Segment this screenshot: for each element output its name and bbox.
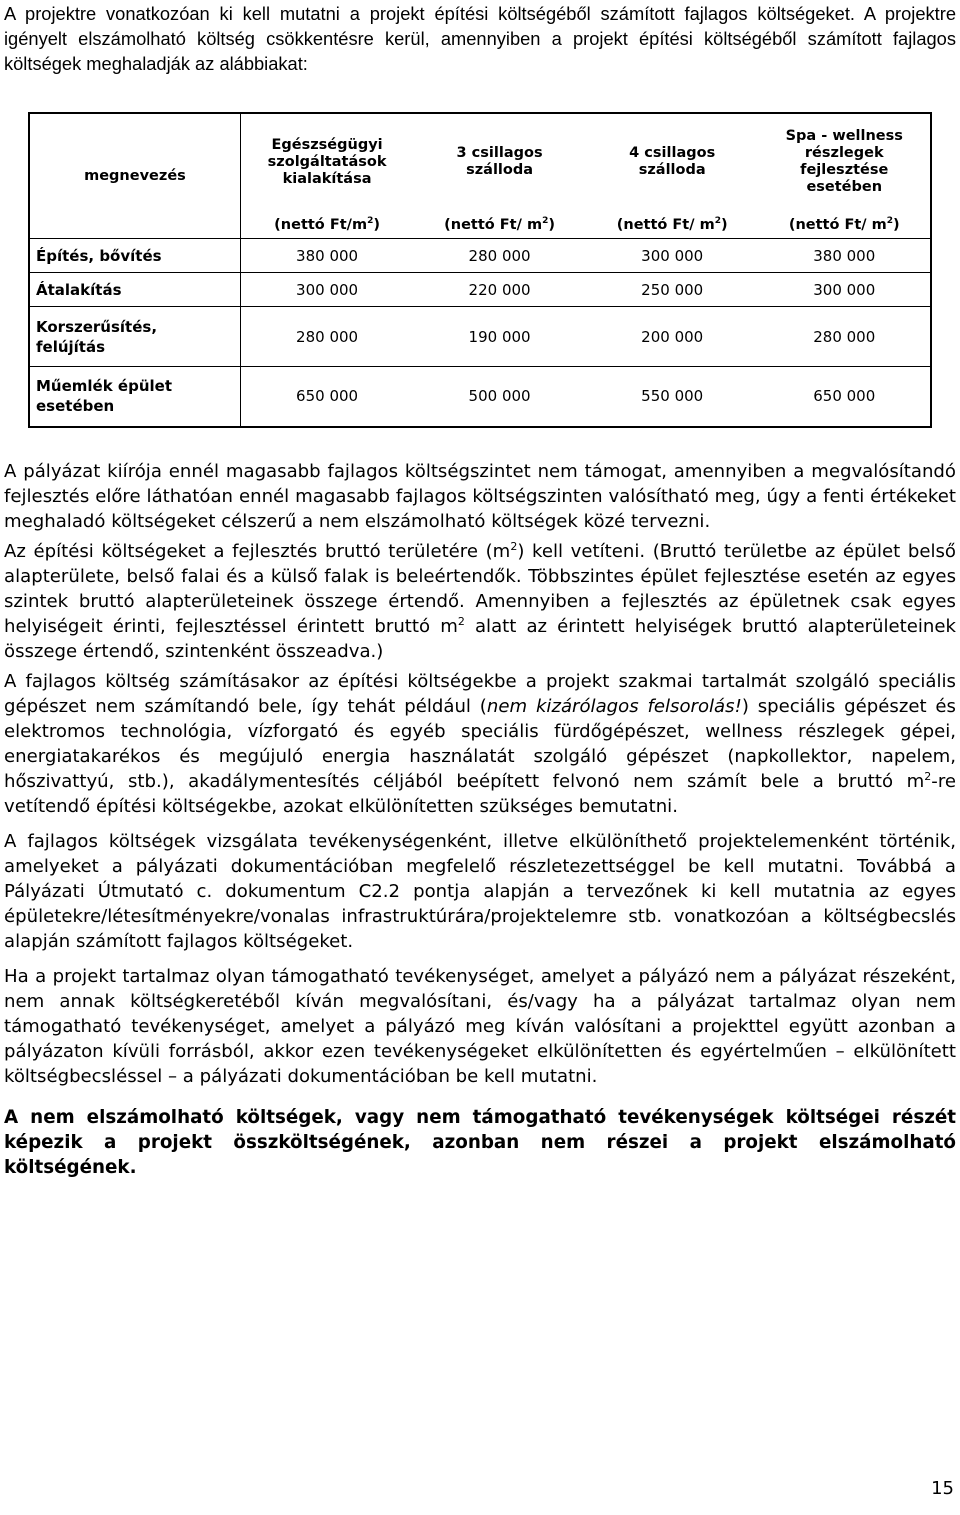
header-col-1: Egészségügyi szolgáltatások kialakítása — [267, 136, 387, 187]
header-col-2: 3 csillagos szálloda — [456, 145, 543, 178]
document-page — [4, 0, 956, 76]
cell-value: 380 000 — [240, 239, 413, 273]
page-number: 15 — [931, 1478, 954, 1499]
body-text — [4, 459, 956, 1185]
cell-value: 300 000 — [240, 273, 413, 307]
table-header-row — [29, 113, 931, 210]
intro-paragraph: A projektre vonatkozóan ki kell mutatni a projekt építési költségéből számított fajlagos költségeket. A projektre igényelt elszámolható költség csökkentésre kerül, amennyiben a projekt építési költségéből számított fajlagos költségek meghaladják az alábbiakat: — [4, 3, 956, 74]
cell-value: 650 000 — [296, 387, 359, 406]
cell-value: 250 000 — [586, 273, 759, 307]
cell-value: 650 000 — [813, 387, 876, 406]
unit-col-3: (nettó Ft/ $m^2$) — [586, 210, 759, 239]
header-col-4: Spa - wellness részlegek fejlesztése esetében — [785, 128, 903, 195]
row-label: Építés, bővítés — [29, 239, 240, 273]
cell-value: 190 000 — [413, 307, 586, 367]
cell-value: 500 000 — [468, 387, 531, 406]
cost-limit-table — [28, 112, 932, 428]
row-label: Átalakítás — [29, 273, 240, 307]
cell-value: 380 000 — [759, 239, 932, 273]
cell-value: 200 000 — [586, 307, 759, 367]
cell-value: 280 000 — [759, 307, 932, 367]
cell-value: 300 000 — [586, 239, 759, 273]
header-col-3: 4 csillagos szálloda — [629, 145, 716, 178]
table-row — [29, 307, 931, 367]
unit-col-2: (nettó Ft/ $m^2$) — [413, 210, 586, 239]
row-label: Korszerűsítés, felújítás — [29, 307, 240, 367]
unit-col-4: (nettó Ft/ $m^2$) — [759, 210, 932, 239]
paragraph-non-eligible: A nem elszámolható költségek, vagy nem támogatható tevékenységek költségei részét képezik a projekt összköltségének, azonban nem részei a projekt elszámolható költségének. — [4, 1107, 956, 1178]
paragraph-activity-review: A fajlagos költségek vizsgálata tevékenységenként, illetve elkülöníthető projektelemenként történik, amelyeket a pályázati dokumentációban megfelelő részletezettséggel be kell mutatni. Továbbá a Pályázati Útmutató c. dokumentum C2.2 pontja alapján a tervezőnek ki kell mutatnia az egyes épületekre/létesítményekre/vonalas infrastruktúrára/projektelemre stb. vonatkozóan a költségbecslés alapján számított fajlagos költségeket. — [4, 831, 956, 952]
cell-value: 280 000 — [240, 307, 413, 367]
unit-col-1: (nettó $Ft/m^2$) — [240, 210, 413, 239]
paragraph-gross-area: Az építési költségeket a fejlesztés bruttó területére $(m^2)$ kell vetíteni. (Bruttó területbe az épület belső alapterülete, belső falai és a külső falak is beleértendők. Többszintes épület fejlesztése esetén az egyes szintek bruttó alapterületeinek összege értendő. Amennyiben a fejlesztés az épületnek csak egyes helyiségeit érinti, fejlesztéssel érintett bruttó $m^2$ alatt az érintett helyiségek bruttó alapterületeinek összege értendő, szintenként összeadva.) — [4, 540, 956, 662]
row-label: Műemlék épület esetében — [29, 367, 240, 427]
paragraph-special-mechanical: A fajlagos költség számításakor az építési költségekbe a projekt szakmai tartalmát szolgáló speciális gépészet nem számítandó bele, így tehát például (nem kizárólagos felsorolás!) speciális gépészet és elektromos technológia, vízforgató és egyéb speciális fürdőgépészet, wellness részlegek gépei, energiatakarékos és megújuló energia használatát szolgáló gépészet (napkollektor, napelem, hőszivattyú, stb.), akadálymentesítés céljából beépített felvonó nem számít bele a bruttó $m^2-re$ vetítendő építési költségekbe, azokat elkülönítetten szükséges bemutatni. — [4, 671, 956, 817]
table-row — [29, 239, 931, 273]
cell-value: 220 000 — [413, 273, 586, 307]
cell-value: 280 000 — [413, 239, 586, 273]
table-row — [29, 273, 931, 307]
cell-value: 550 000 — [641, 387, 704, 406]
table-row — [29, 367, 931, 427]
paragraph-cost-limit: A pályázat kiírója ennél magasabb fajlagos költségszintet nem támogat, amennyiben a megvalósítandó fejlesztés előre láthatóan ennél magasabb fajlagos költségszinten valósítható meg, úgy a fenti értékeket meghaladó költségeket célszerű a nem elszámolható költségek közé tervezni. — [4, 461, 956, 532]
header-megnevezes: megnevezés — [29, 113, 240, 239]
cell-value: 300 000 — [759, 273, 932, 307]
paragraph-non-supported: Ha a projekt tartalmaz olyan támogatható tevékenységet, amelyet a pályázó nem a pályázat részeként, nem annak költségkeretéből kíván megvalósítani, és/vagy ha a pályázat tartalmaz olyan nem támogatható tevékenységet, amelyet a pályázó meg kíván valósítani a projekttel együtt azonban a pályázaton kívüli forrásból, akkor ezen tevékenységeket elkülönítetten és egyértelműen – elkülönített költségbecsléssel – a pályázati dokumentációban be kell mutatni. — [4, 966, 956, 1087]
